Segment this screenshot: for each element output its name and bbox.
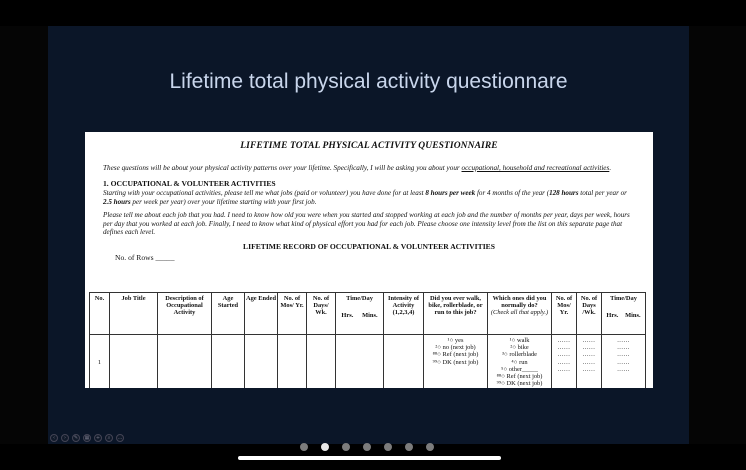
blank-line: ...... bbox=[582, 344, 596, 352]
page-dot[interactable] bbox=[342, 443, 350, 451]
page-dot[interactable] bbox=[363, 443, 371, 451]
header-days-wk-2: No. of Days /Wk. bbox=[577, 293, 602, 335]
slide bbox=[48, 26, 689, 444]
hrs-2-label: Hrs. bbox=[606, 312, 619, 320]
which-question-label: Which ones did you normally do? bbox=[492, 295, 547, 310]
header-intensity: Intensity of Activity (1,2,3,4) bbox=[384, 293, 424, 335]
walk-option[interactable]: ¹○ yes bbox=[447, 337, 464, 344]
walk-options-cell bbox=[424, 335, 488, 389]
time-day-2-cell[interactable] bbox=[602, 335, 646, 389]
blank-line: ...... bbox=[582, 358, 596, 366]
horizontal-scrollbar[interactable] bbox=[238, 456, 501, 460]
p1-text-e: total per year or bbox=[578, 189, 627, 197]
which-option[interactable]: ¹○ walk bbox=[509, 337, 530, 344]
prev-icon[interactable]: ‹ bbox=[50, 434, 58, 442]
header-mos-yr-2: No. of Mos/ Yr. bbox=[552, 293, 577, 335]
blank-line: ...... bbox=[557, 337, 571, 344]
row-number: 1 bbox=[90, 335, 110, 389]
page-dot[interactable] bbox=[426, 443, 434, 451]
which-option[interactable]: ²○ bike bbox=[510, 344, 529, 352]
more-icon[interactable]: … bbox=[117, 435, 123, 441]
slide-title: Lifetime total physical activity questionnare bbox=[169, 70, 568, 93]
page-dot[interactable] bbox=[405, 443, 413, 451]
intro-underlined-text: occupational, household and recreational activities bbox=[461, 164, 610, 172]
which-option[interactable]: ⁴○ run bbox=[511, 358, 528, 366]
p1-text-g: per week per year) over your lifetime starting with your first job. bbox=[130, 197, 317, 206]
intro-text: These questions will be about your physical activity patterns over your lifetime. Specifically, I will be asking you about your bbox=[103, 164, 462, 172]
p1-text-d: 128 hours bbox=[549, 189, 579, 197]
blank-line: ...... bbox=[617, 365, 630, 373]
instructions-paragraph-2: Please tell me about each job that you had. I need to know how old you were when you started and stopped working at each job and the number of months per year, days per week, hours per day that you worked at each job. Finally, I need to know what kind of physical effort you had for each job. Please choose one intensity level from the list on this separate page that defines each level. bbox=[103, 211, 630, 237]
header-mos-yr: No. of Mos/ Yr. bbox=[278, 293, 307, 335]
questionnaire-document bbox=[85, 132, 653, 388]
intro-end: . bbox=[609, 164, 612, 172]
p1-text-f: 2.5 hours bbox=[103, 197, 131, 206]
record-heading: LIFETIME RECORD OF OCCUPATIONAL & VOLUNTEER ACTIVITIES bbox=[243, 241, 495, 251]
slide-toolbar bbox=[50, 434, 124, 442]
which-option[interactable]: ³○ rollerblade bbox=[501, 351, 538, 359]
activity-table bbox=[89, 292, 646, 388]
zoom-icon[interactable]: + bbox=[95, 435, 101, 441]
p1-text-b: 8 hours per week bbox=[425, 189, 476, 197]
intro-paragraph bbox=[103, 164, 635, 173]
time-day-subheaders bbox=[337, 312, 382, 319]
which-question-note: (Check all that apply.) bbox=[490, 309, 549, 317]
header-age-started: Age Started bbox=[212, 293, 245, 335]
next-icon[interactable]: › bbox=[61, 434, 69, 442]
table-row bbox=[90, 335, 646, 389]
walk-option[interactable]: ⁹⁹○ DK (next job) bbox=[432, 358, 479, 366]
which-option[interactable]: ⁹⁹○ DK (next job) bbox=[496, 380, 543, 388]
search-icon[interactable]: ⌕ bbox=[105, 434, 113, 442]
document-title: LIFETIME TOTAL PHYSICAL ACTIVITY QUESTIONNAIRE bbox=[240, 141, 498, 151]
section-heading: 1. OCCUPATIONAL & VOLUNTEER ACTIVITIES bbox=[103, 179, 276, 188]
header-description: Description of Occupational Activity bbox=[158, 293, 212, 335]
p1-text-c: for 4 months of the year ( bbox=[475, 189, 550, 197]
mos-yr-cell[interactable] bbox=[278, 335, 307, 389]
header-no: No. bbox=[90, 293, 110, 335]
pen-icon[interactable]: ✎ bbox=[73, 435, 79, 441]
page-dot[interactable] bbox=[384, 443, 392, 451]
blank-line: ...... bbox=[617, 358, 630, 366]
header-which-question bbox=[488, 293, 552, 335]
slides-icon[interactable]: ▦ bbox=[84, 435, 90, 441]
mins-2-label: Mins. bbox=[625, 312, 641, 320]
blank-line: ...... bbox=[557, 358, 571, 366]
walk-option[interactable]: ²○ no (next job) bbox=[435, 344, 476, 352]
blank-line: ...... bbox=[582, 337, 596, 344]
instructions-paragraph-1 bbox=[103, 189, 635, 206]
time-day-cell[interactable] bbox=[336, 335, 384, 389]
header-walk-question: Did you ever walk, bike, rollerblade, or run to this job? bbox=[424, 293, 488, 335]
blank-line: ...... bbox=[557, 365, 571, 373]
blank-line: ...... bbox=[557, 351, 571, 359]
intensity-cell[interactable] bbox=[384, 335, 424, 389]
blank-line: ...... bbox=[617, 337, 630, 344]
time-day-2-label: Time/Day bbox=[610, 295, 637, 302]
header-job-title: Job Title bbox=[110, 293, 158, 335]
blank-line: ...... bbox=[617, 351, 630, 359]
header-time-day-2 bbox=[602, 293, 646, 335]
job-title-cell[interactable] bbox=[110, 335, 158, 389]
time-day-label: Time/Day bbox=[346, 295, 373, 302]
which-options-cell bbox=[488, 335, 552, 389]
header-time-day bbox=[336, 293, 384, 335]
page-dot[interactable] bbox=[321, 443, 329, 451]
table-header-row bbox=[90, 293, 646, 335]
blank-line: ...... bbox=[557, 344, 571, 352]
rows-count-label: No. of Rows _____ bbox=[115, 252, 175, 262]
mos-yr-2-cell[interactable] bbox=[552, 335, 577, 389]
hrs-label: Hrs. bbox=[341, 312, 354, 320]
walk-option[interactable]: ⁸⁸○ Ref (next job) bbox=[432, 351, 479, 359]
top-bar bbox=[0, 0, 746, 26]
age-started-cell[interactable] bbox=[212, 335, 245, 389]
description-cell[interactable] bbox=[158, 335, 212, 389]
days-wk-cell[interactable] bbox=[307, 335, 336, 389]
header-days-wk: No. of Days/ Wk. bbox=[307, 293, 336, 335]
blank-line: ...... bbox=[582, 365, 596, 373]
p1-text-a: Starting with your occupational activities, please tell me what jobs (paid or volunteer) you have done for at least bbox=[103, 189, 426, 197]
which-option[interactable]: ⁵○ other_____ bbox=[501, 365, 538, 373]
age-ended-cell[interactable] bbox=[245, 335, 278, 389]
time-day-2-subheaders bbox=[603, 312, 644, 319]
header-age-ended: Age Ended bbox=[245, 293, 278, 335]
page-dot[interactable] bbox=[300, 443, 308, 451]
page-indicator bbox=[300, 443, 434, 451]
mins-label: Mins. bbox=[362, 312, 378, 320]
which-option[interactable]: ⁸⁸○ Ref (next job) bbox=[496, 373, 543, 381]
blank-line: ...... bbox=[582, 351, 596, 359]
days-wk-2-cell[interactable] bbox=[577, 335, 602, 389]
blank-line: ...... bbox=[617, 344, 630, 352]
